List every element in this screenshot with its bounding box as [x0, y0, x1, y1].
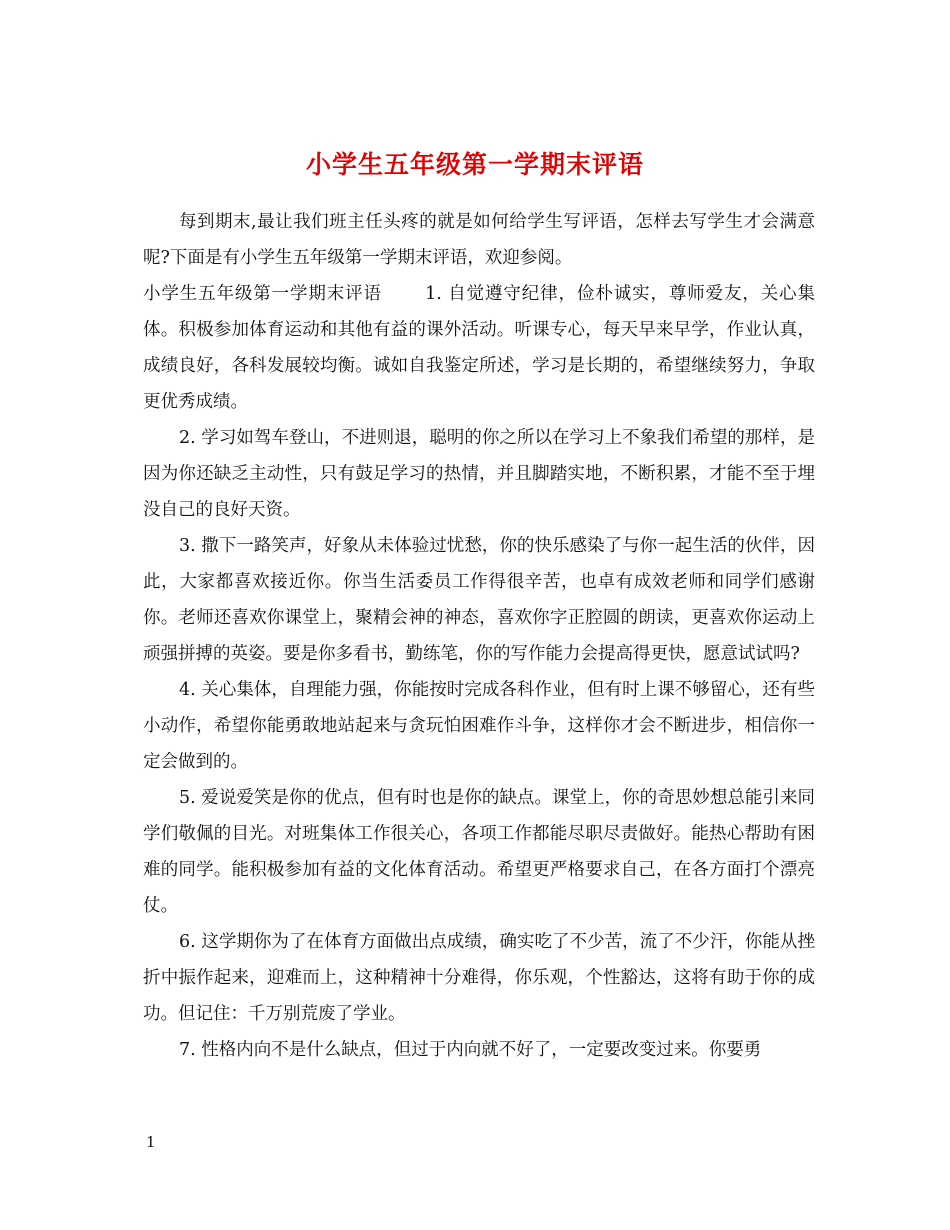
document-title: 小学生五年级第一学期末评语 [305, 149, 644, 179]
intro-paragraph: 每到期末,最让我们班主任头疼的就是如何给学生写评语，怎样去写学生才会满意呢?下面是有小学生五年级第一学期末评语，欢迎参阅。 [143, 212, 815, 268]
document-body [143, 204, 815, 1068]
comment-paragraph-6: 6. 这学期你为了在体育方面做出点成绩，确实吃了不少苦，流了不少汗，你能从挫折中振作起来，迎难而上，这种精神十分难得，你乐观，个性豁达，这将有助于你的成功。但记住：千万别荒废了学业。 [143, 932, 815, 1024]
comment-paragraph-4: 4. 关心集体，自理能力强，你能按时完成各科作业，但有时上课不够留心，还有些小动作，希望你能勇敢地站起来与贪玩怕困难作斗争，这样你才会不断进步，相信你一定会做到的。 [143, 680, 815, 772]
comment-paragraph-5: 5. 爱说爱笑是你的优点，但有时也是你的缺点。课堂上，你的奇思妙想总能引来同学们敬佩的目光。对班集体工作很关心，各项工作都能尽职尽责做好。能热心帮助有困难的同学。能积极参加有益的文化体育活动。希望更严格要求自己，在各方面打个漂亮仗。 [143, 788, 815, 916]
comment-paragraph-3: 3. 撒下一路笑声，好象从未体验过忧愁，你的快乐感染了与你一起生活的伙伴，因此，大家都喜欢接近你。你当生活委员工作得很辛苦，也卓有成效老师和同学们感谢你。老师还喜欢你课堂上，聚精会神的神态，喜欢你字正腔圆的朗读，更喜欢你运动上顽强拼搏的英姿。要是你多看书，勤练笔，你的写作能力会提高得更快，愿意试试吗? [143, 536, 815, 664]
comment-paragraph-2: 2. 学习如驾车登山，不进则退，聪明的你之所以在学习上不象我们希望的那样，是因为你还缺乏主动性，只有鼓足学习的热情，并且脚踏实地，不断积累，才能不至于埋没自己的良好天资。 [143, 428, 815, 520]
comment-paragraph-1: 小学生五年级第一学期末评语 1. 自觉遵守纪律，俭朴诚实，尊师爱友，关心集体。积极参加体育运动和其他有益的课外活动。听课专心，每天早来早学，作业认真，成绩良好，各科发展较均衡。诚如自我鉴定所述，学习是长期的，希望继续努力，争取更优秀成绩。 [143, 284, 815, 412]
page-number: 1 [146, 1133, 156, 1151]
comment-paragraph-7: 7. 性格内向不是什么缺点，但过于内向就不好了，一定要改变过来。你要勇 [179, 1040, 762, 1060]
